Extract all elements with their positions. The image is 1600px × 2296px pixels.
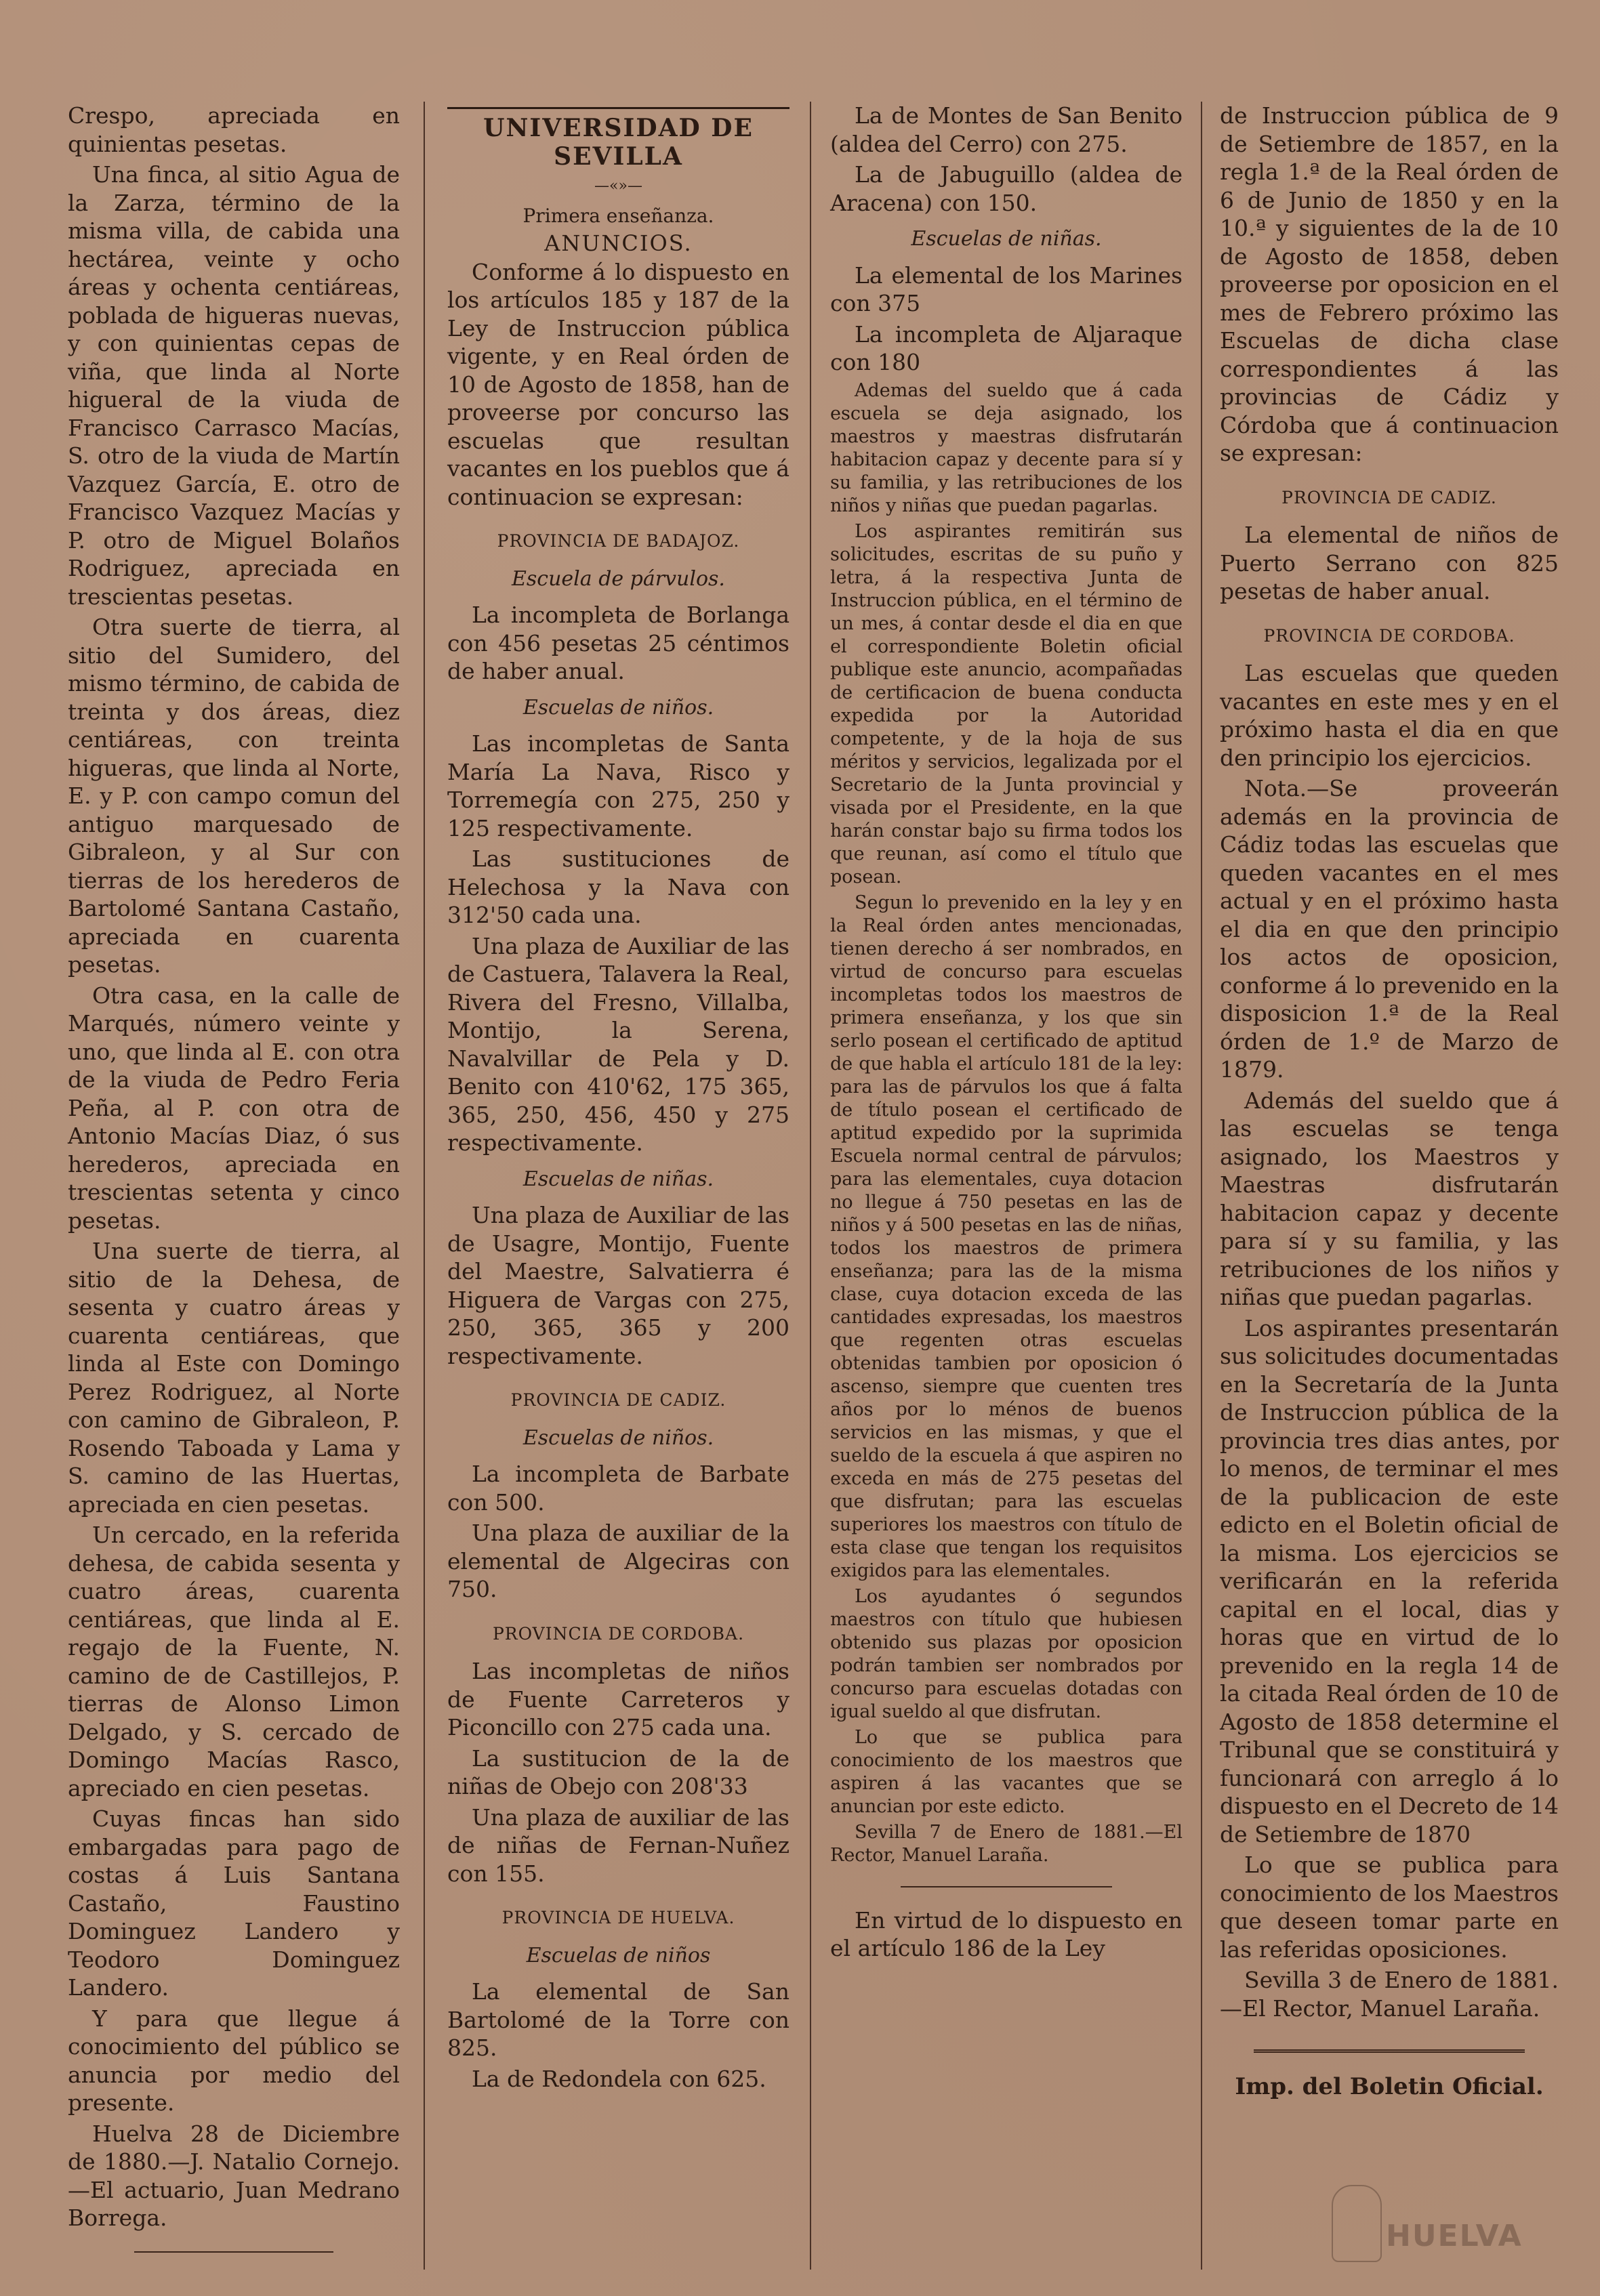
paragraph: Lo que se publica para conocimiento de los maestros que aspiren á las vacantes que se anuncian por este edicto. <box>830 1726 1183 1817</box>
paragraph: Huelva 28 de Diciembre de 1880.—J. Natalio Cornejo.—El actuario, Juan Medrano Borrega. <box>68 2120 400 2231</box>
paragraph: Crespo, apreciada en quinientas pesetas. <box>68 102 400 157</box>
school-heading: Escuelas de niños. <box>522 695 714 719</box>
paragraph: Un cercado, en la referida dehesa, de cabida sesenta y cuatro áreas, cuarenta centiáreas, que linda al E. regajo de la Fuente, N. camino de de Castillejos, P. tierras de Alonso Limon Delgado, y S. cercado de Domingo Macías Rasco, apreciado en cien pesetas. <box>68 1522 400 1801</box>
paragraph: Los ayudantes ó segundos maestros con título que hubiesen obtenido sus plazas por oposicion podrán tambien ser nombrados por concurso para escuelas dotadas con igual sueldo al que disfrutan. <box>830 1585 1183 1722</box>
paragraph: Nota.—Se proveerán además en la provincia de Cádiz todas las escuelas que queden vacantes en el mes actual y en el próximo hasta el dia en que den principio los actos de oposicion, conforme á lo prevenido en la disposicion 1.ª de la Real órden de 1.º de Marzo de 1879. <box>1220 775 1559 1083</box>
paragraph: Los aspirantes presentarán sus solicitudes documentadas en la Secretaría de la Junta de Instruccion pública de la provincia tres dias antes, por lo menos, de terminar el mes de la publicacion de este edicto en el Boletin oficial de la misma. Los ejercicios se verificarán en la referida capital en el local, dias y horas que en virtud de lo prevenido en la regla 14 de la citada Real órden de 10 de Agosto de 1858 determine el Tribunal que se constituirá y funcionará con arreglo á lo dispuesto en el Decreto de 14 de Setiembre de 1870 <box>1220 1314 1559 1848</box>
column-4 <box>1220 102 1559 2102</box>
paragraph: La sustitucion de la de niñas de Obejo con 208'33 <box>447 1745 789 1799</box>
paragraph: Una plaza de auxiliar de las de niñas de Fernan-Nuñez con 155. <box>447 1803 789 1887</box>
province-heading: PROVINCIA DE CADIZ. <box>1281 487 1497 507</box>
paragraph: La incompleta de Barbate con 500. <box>447 1461 789 1516</box>
paragraph: Los aspirantes remitirán sus solicitudes, escritas de su puño y letra, á la respectiva Junta de Instruccion pública, en el término de un mes, á contar desde el dia en que el correspondiente Boletin oficial publique este anuncio, acompañadas de certificacion de buena conducta expedida por la Autoridad competente, y de la hoja de sus méritos y servicios, legalizada por el Secretario de la Junta provincial y visada por el Presidente, en la que harán constar bajo su firma todos los que reunan, así como el título que posean. <box>830 520 1183 888</box>
divider <box>134 2251 333 2253</box>
paragraph: En virtud de lo dispuesto en el artículo 186 de la Ley <box>830 1906 1183 1961</box>
paragraph: La de Jabuguillo (aldea de Aracena) con 150. <box>830 161 1183 216</box>
paragraph: La elemental de niños de Puerto Serrano con 825 pesetas de haber anual. <box>1220 522 1559 604</box>
paragraph: La incompleta de Borlanga con 456 pesetas 25 céntimos de haber anual. <box>447 602 789 684</box>
paragraph: Las sustituciones de Helechosa y la Nava con 312'50 cada una. <box>447 846 789 928</box>
paragraph: Lo que se publica para conocimiento de los Maestros que deseen tomar parte en las referidas oposiciones. <box>1220 1852 1559 1963</box>
school-heading: Escuelas de niños <box>526 1943 711 1967</box>
paragraph: Además del sueldo que á las escuelas se tenga asignado, los Maestros y Maestras disfrutarán habitacion capaz y decente para sí y su familia, y las retribuciones de los niños y niñas que puedan pagarlas. <box>1220 1087 1559 1310</box>
paragraph: La incompleta de Aljaraque con 180 <box>830 320 1183 375</box>
province-heading: PROVINCIA DE CADIZ. <box>510 1390 726 1410</box>
school-heading: Escuelas de niños. <box>522 1425 714 1450</box>
archive-seal-icon <box>1332 2185 1382 2262</box>
school-heading: Escuela de párvulos. <box>512 566 725 591</box>
column-rule <box>1201 102 1202 2270</box>
paragraph: Una finca, al sitio Agua de la Zarza, término de la misma villa, de cabida una hectárea, veinte y ocho áreas y ochenta centiáreas, poblada de higueras nuevas, y con quinientas cepas de viña, que linda al Norte higueral de la viuda de Francisco Carrasco Macías, S. otro de la viuda de Martín Vazquez García, E. otro de Francisco Vazquez Macías y P. otro de Miguel Bolaños Rodriguez, apreciada en trescientas pesetas. <box>68 161 400 610</box>
school-heading: Escuelas de niñas. <box>522 1167 714 1191</box>
divider <box>1254 2049 1525 2053</box>
signature-line: Sevilla 3 de Enero de 1881.—El Rector, Manuel Laraña. <box>1220 1967 1559 2022</box>
column-1 <box>68 102 400 2272</box>
archive-watermark: HUELVA <box>1386 2219 1523 2253</box>
paragraph: Cuyas fincas han sido embargadas para pago de costas á Luis Santana Castaño, Faustino Dominguez Landero y Teodoro Dominguez Landero. <box>68 1806 400 2001</box>
column-rule <box>424 102 425 2270</box>
paragraph: Ademas del sueldo que á cada escuela se deja asignado, los maestros y maestras disfrutarán habitacion capaz y decente para sí y su familia, y las retribuciones de los niños y niñas que puedan pagarlas. <box>830 379 1183 516</box>
paragraph: Otra casa, en la calle de Marqués, número veinte y uno, que linda al E. con otra de la viuda de Pedro Feria Peña, al P. con otra de Antonio Macías Diaz, ó sus herederos, apreciada en trescientas setenta y cinco pesetas. <box>68 982 400 1234</box>
masthead: UNIVERSIDAD DE SEVILLA <box>447 107 789 171</box>
column-2 <box>447 102 789 2095</box>
paragraph: Las incompletas de niños de Fuente Carreteros y Piconcillo con 275 cada una. <box>447 1658 789 1740</box>
province-heading: PROVINCIA DE CORDOBA. <box>1263 625 1515 646</box>
paragraph: Una plaza de auxiliar de la elemental de Algeciras con 750. <box>447 1520 789 1602</box>
paragraph: Una suerte de tierra, al sitio de la Dehesa, de sesenta y cuatro áreas y cuarenta centiáreas, que linda al Este con Domingo Perez Rodriguez, al Norte con camino de Gibraleon, P. Rosendo Taboada y Lama y S. camino de las Huertas, apreciada en cien pesetas. <box>68 1238 400 1518</box>
paragraph: La de Montes de San Benito (aldea del Cerro) con 275. <box>830 102 1183 157</box>
paragraph: Conforme á lo dispuesto en los artículos 185 y 187 de la Ley de Instruccion pública vigente, y en Real órden de 10 de Agosto de 1858, han de proveerse por concurso las escuelas que resultan vacantes en los pueblos que á continuacion se expresan: <box>447 258 789 510</box>
ornament: —«»— <box>594 178 642 194</box>
signature-line: Sevilla 7 de Enero de 1881.—El Rector, Manuel Laraña. <box>830 1821 1183 1866</box>
subheading: Primera enseñanza. <box>522 204 714 227</box>
section-title: ANUNCIOS. <box>544 230 693 256</box>
province-heading: PROVINCIA DE CORDOBA. <box>492 1623 745 1644</box>
province-heading: PROVINCIA DE HUELVA. <box>501 1908 735 1927</box>
school-heading: Escuelas de niñas. <box>911 227 1102 251</box>
province-heading: PROVINCIA DE BADAJOZ. <box>497 531 740 551</box>
divider <box>901 1886 1112 1887</box>
paragraph: Las incompletas de Santa María La Nava, Risco y Torremegía con 275, 250 y 125 respectivamente. <box>447 730 789 841</box>
paragraph: Y para que llegue á conocimiento del público se anuncia por medio del presente. <box>68 2005 400 2116</box>
column-3 <box>830 102 1183 1965</box>
paragraph: Otra suerte de tierra, al sitio del Sumidero, del mismo término, de cabida de treinta y dos áreas, diez centiáreas, con treinta higueras, que linda al Norte, E. y P. con campo comun del antiguo marquesado de Gibraleon, y al Sur con tierras de los herederos de Bartolomé Santana Castaño, apreciada en cuarenta pesetas. <box>68 614 400 978</box>
paragraph: Las escuelas que queden vacantes en este mes y en el próximo hasta el dia en que den principio los ejercicios. <box>1220 660 1559 771</box>
imprint: Imp. del Boletin Oficial. <box>1235 2073 1544 2100</box>
paragraph: La de Redondela con 625. <box>472 2065 766 2092</box>
column-rule <box>810 102 811 2270</box>
paragraph: Una plaza de Auxiliar de las de Castuera, Talavera la Real, Rivera del Fresno, Villalba, Montijo, la Serena, Navalvillar de Pela y D. Benito con 410'62, 175 365, 365, 250, 456, 450 y 275 respectivamente. <box>447 932 789 1156</box>
paragraph: Segun lo prevenido en la ley y en la Real órden antes mencionadas, tienen derecho á ser nombrados, en virtud de concurso para escuelas incompletas todos los maestros de primera enseñanza, y los que sin serlo posean el certificado de aptitud de que habla el artículo 181 de la ley: para las de párvulos los que á falta de título posean el certificado de aptitud expedido por la suprimida Escuela normal central de párvulos; para las elementales, cuya dotacion no llegue á 750 pesetas en las de niños y á 500 pesetas en las de niñas, todos los maestros de primera enseñanza; para las de la misma clase, cuya dotacion exceda de las cantidades expresadas, los maestros que regenten otras escuelas obtenidas tambien por oposicion ó ascenso, siempre que cuenten tres años por lo ménos de buenos servicios en las mismas, y que el sueldo de la escuela á que aspiren no exceda en más de 275 pesetas del que disfrutan; para las escuelas superiores los maestros con título de esta clase que tengan los requisitos exigidos para las elementales. <box>830 892 1183 1581</box>
paragraph: Una plaza de Auxiliar de las de Usagre, Montijo, Fuente del Maestre, Salvatierra é Higuera de Vargas con 275, 250, 365, 365 y 200 respectivamente. <box>447 1202 789 1369</box>
paragraph: La elemental de los Marines con 375 <box>830 262 1183 316</box>
paragraph: de Instruccion pública de 9 de Setiembre de 1857, en la regla 1.ª de la Real órden de 6 de Junio de 1850 y en la 10.ª y siguientes de la de 10 de Agosto de 1858, deben proveerse por oposicion en el mes de Febrero próximo las Escuelas de dicha clase correspondientes á las provincias de Cádiz y Córdoba que á continuacion se expresan: <box>1220 102 1559 466</box>
paragraph: La elemental de San Bartolomé de la Torre con 825. <box>447 1978 789 2061</box>
